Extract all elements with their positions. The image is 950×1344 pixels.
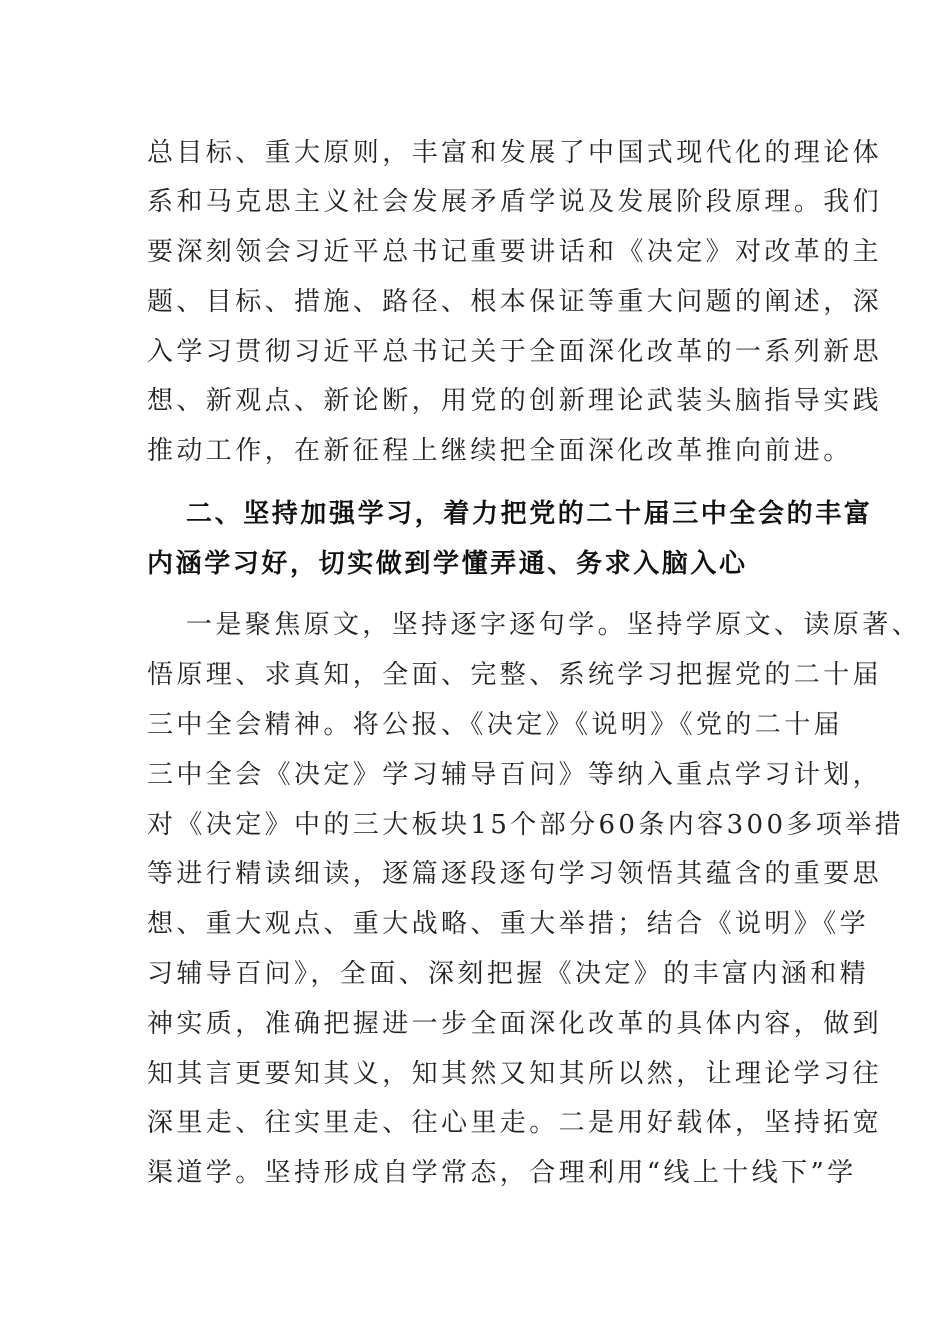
body-line: 三中全会精神。将公报、《决定》《说明》《党的二十届 [147,710,844,740]
body-line: 知其言更要知其义，知其然又知其所以然，让理论学习往 [147,1059,883,1089]
body-line: 习辅导百问》，全面、深刻把握《决定》的丰富内涵和精 [147,959,870,989]
body-line: 三中全会《决定》学习辅导百问》等纳入重点学习计划， [147,760,883,790]
body-line: 神实质，准确把握进一步全面深化改革的具体内容，做到 [147,1009,883,1039]
body-line: 系和马克思主义社会发展矛盾学说及发展阶段原理。我们 [147,187,883,217]
body-line: 对《决定》中的三大板块15个部分60条内容300多项举措 [147,810,904,840]
section-heading: 二、坚持加强学习，着力把党的二十届三中全会的丰富 [186,499,873,529]
body-line: 悟原理、求真知，全面、完整、系统学习把握党的二十届 [147,660,883,690]
body-line: 想、新观点、新论断，用党的创新理论武装头脑指导实践 [147,386,883,416]
body-line: 渠道学。坚持形成自学常态，合理利用“线上十线下”学 [147,1158,857,1188]
body-line: 推动工作，在新征程上继续把全面深化改革推向前进。 [147,436,853,466]
body-line: 要深刻领会习近平总书记重要讲话和《决定》对改革的主 [147,237,883,267]
body-line: 等进行精读细读，逐篇逐段逐句学习领悟其蕴含的重要思 [147,859,883,889]
body-line: 一是聚焦原文，坚持逐字逐句学。坚持学原文、读原著、 [186,610,922,640]
section-heading: 内涵学习好，切实做到学懂弄通、务求入脑入心 [147,549,748,579]
body-line: 题、目标、措施、路径、根本保证等重大问题的阐述，深 [147,287,883,317]
body-line: 深里走、往实里走、往心里走。二是用好载体，坚持拓宽 [147,1108,883,1138]
body-line: 总目标、重大原则，丰富和发展了中国式现代化的理论体 [147,138,883,168]
body-line: 入学习贯彻习近平总书记关于全面深化改革的一系列新思 [147,337,883,367]
body-line: 想、重大观点、重大战略、重大举措；结合《说明》《学 [147,909,870,939]
